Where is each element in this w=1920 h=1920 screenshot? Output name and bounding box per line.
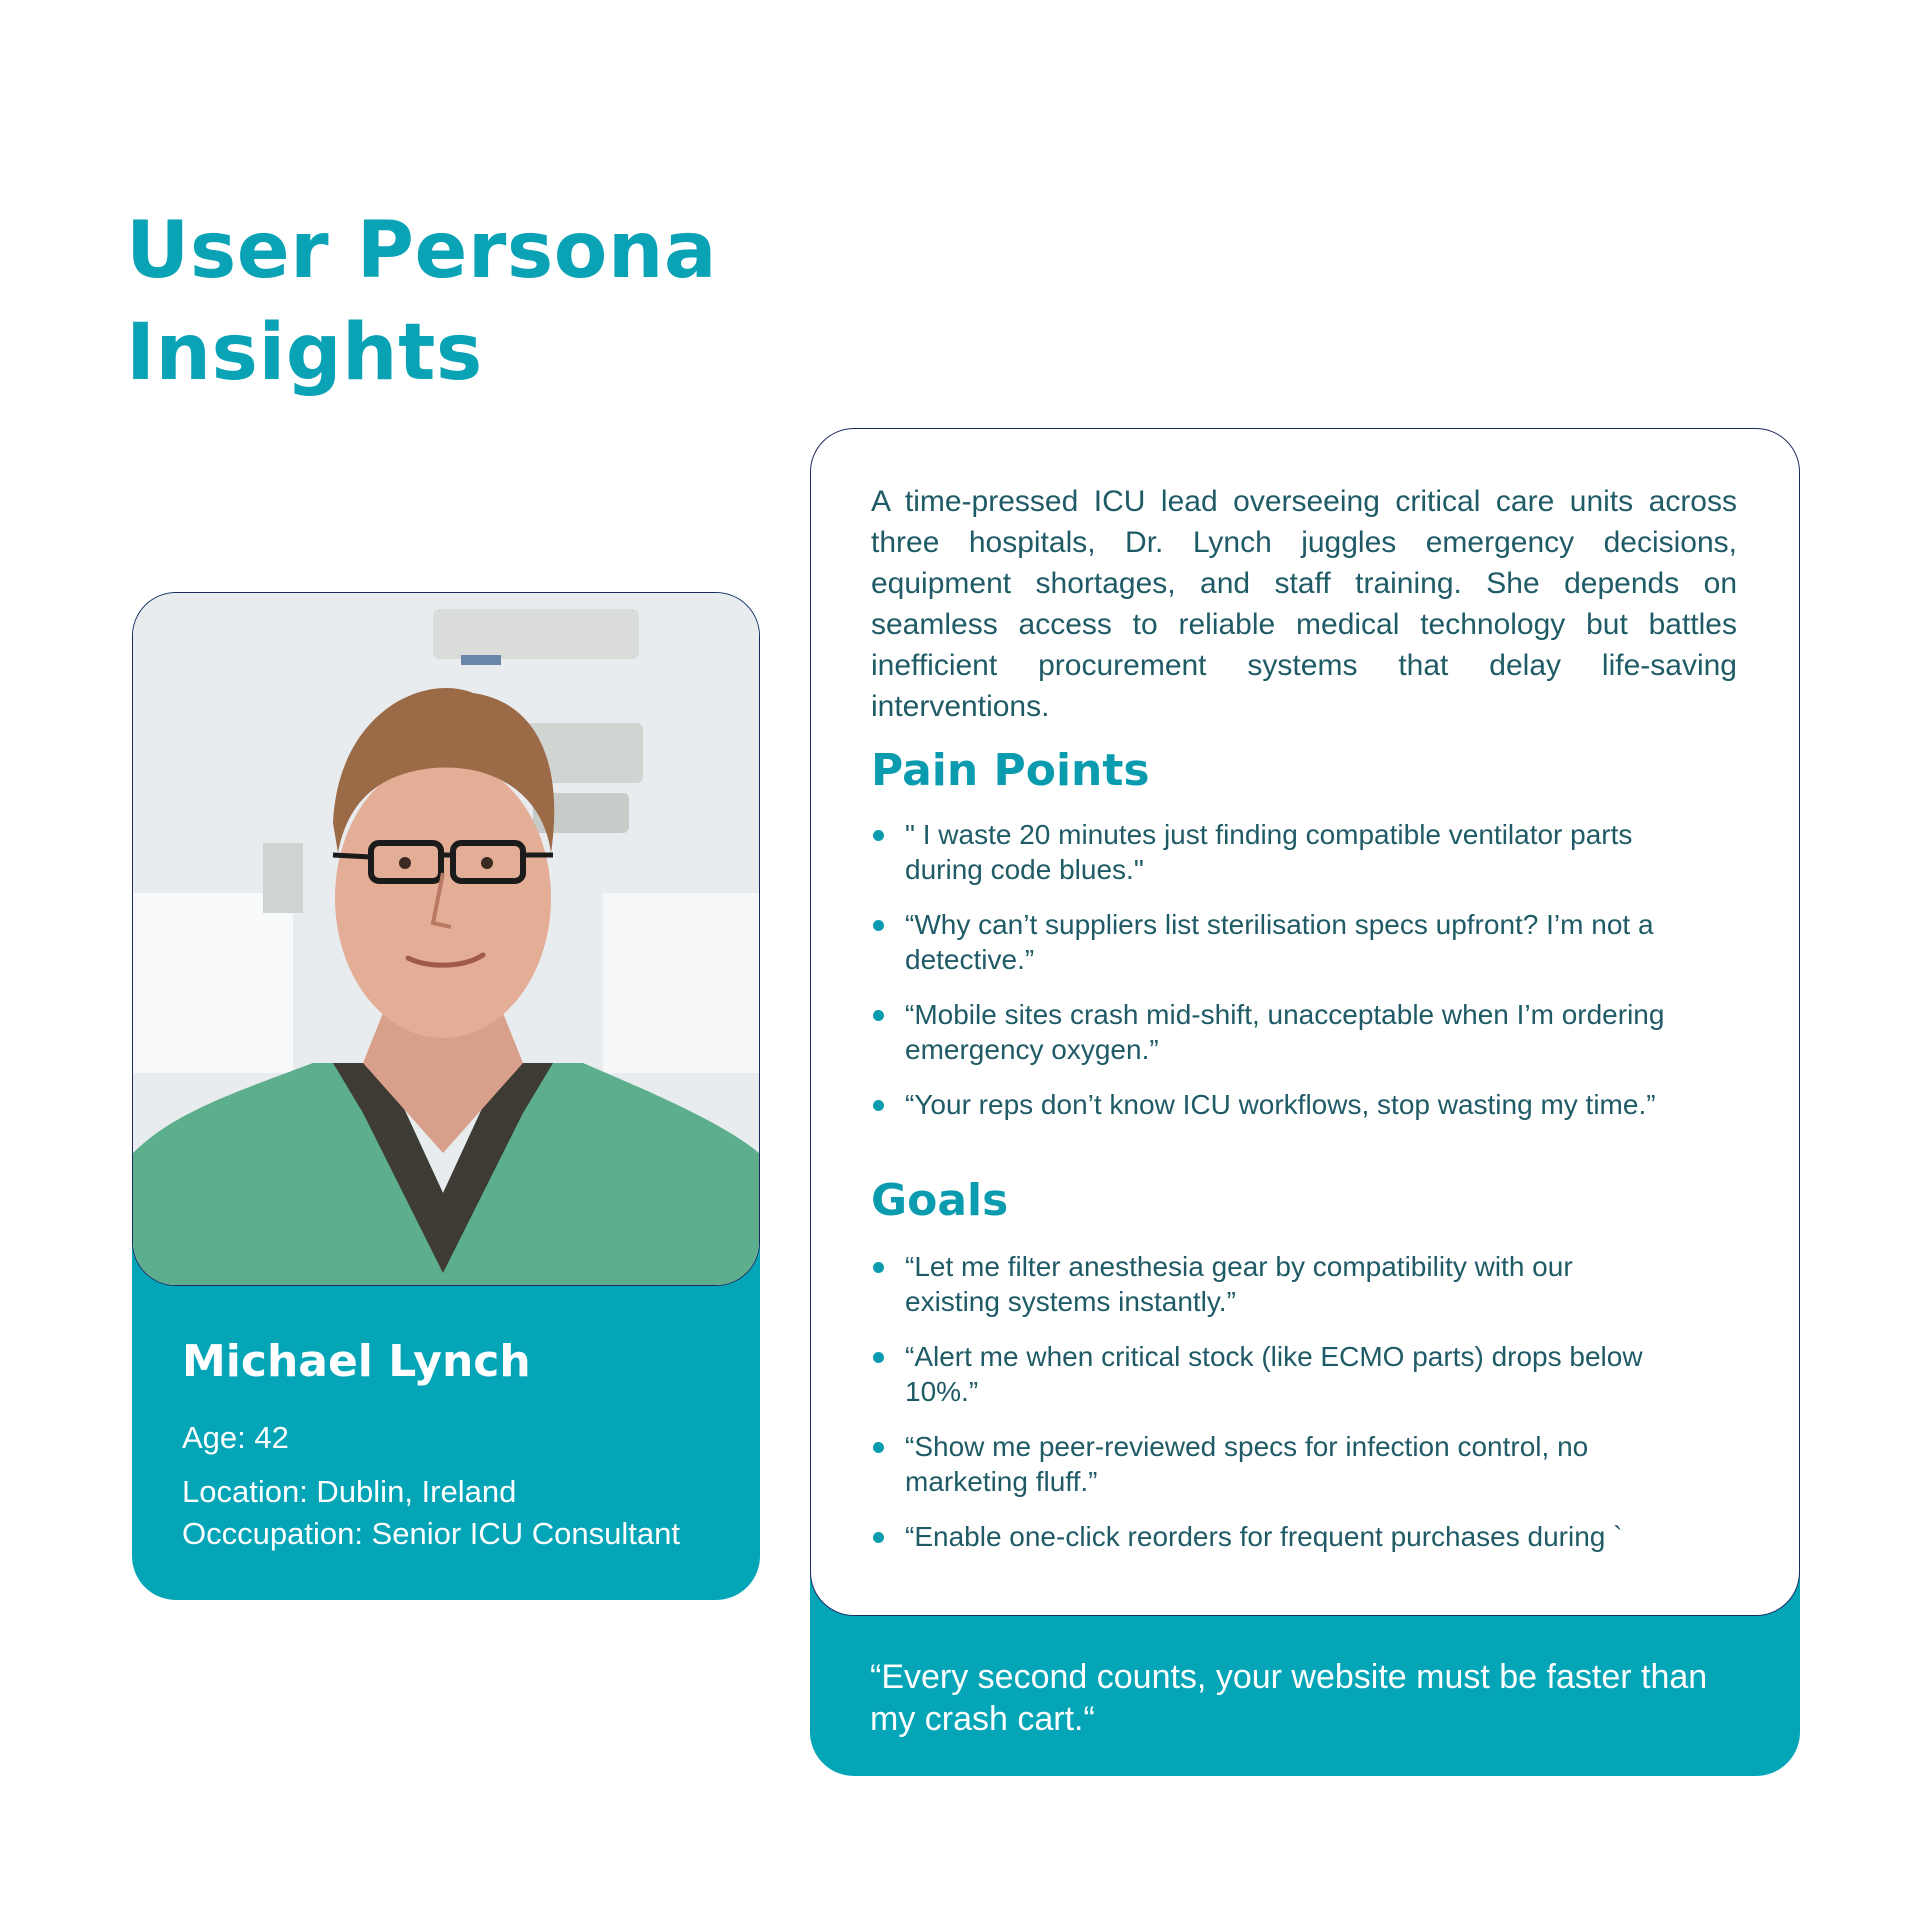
pain-point-text: " I waste 20 minutes just finding compatible ventilator parts during code blues." <box>905 819 1633 885</box>
pain-points-list <box>871 817 1671 1142</box>
persona-details-card <box>810 428 1800 1616</box>
profile-location: Location: Dublin, Ireland <box>182 1474 517 1509</box>
goal-text: “Alert me when critical stock (like ECMO parts) drops below 10%.” <box>905 1341 1643 1407</box>
goal-text: “Enable one-click reorders for frequent purchases during ` <box>905 1521 1623 1552</box>
bullet-icon <box>873 1352 884 1363</box>
bullet-icon <box>873 1100 884 1111</box>
list-item <box>871 1339 1671 1409</box>
bullet-icon <box>873 1262 884 1273</box>
bullet-icon <box>873 920 884 931</box>
list-item <box>871 1249 1671 1319</box>
bullet-icon <box>873 1010 884 1021</box>
persona-quote: “Every second counts, your website must be faster than my crash cart.“ <box>870 1658 1708 1738</box>
page-title-line-1: User Persona <box>126 206 717 296</box>
list-item <box>871 817 1671 887</box>
page-title <box>126 200 717 404</box>
goals-list <box>871 1249 1671 1574</box>
pain-point-text: “Mobile sites crash mid-shift, unacceptable when I’m ordering emergency oxygen.” <box>905 999 1665 1065</box>
profile-occupation: Occcupation: Senior ICU Consultant <box>182 1516 680 1551</box>
bullet-icon <box>873 1442 884 1453</box>
pain-point-text: “Why can’t suppliers list sterilisation specs upfront? I’m not a detective.” <box>905 909 1654 975</box>
bullet-icon <box>873 1532 884 1543</box>
persona-summary: A time-pressed ICU lead overseeing critical care units across three hospitals, Dr. Lynch juggles emergency decisions, equipment shortages, and staff training. She depends on seamless access to reliable medical technology but battles inefficient procurement systems that delay life-saving interventions. <box>871 485 1737 723</box>
list-item <box>871 907 1671 977</box>
profile-name: Michael Lynch <box>182 1336 531 1387</box>
goal-text: “Let me filter anesthesia gear by compatibility with our existing systems instantly.” <box>905 1251 1573 1317</box>
profile-card <box>132 592 760 1600</box>
page-title-line-2: Insights <box>126 308 483 398</box>
goals-heading: Goals <box>871 1175 1009 1226</box>
list-item <box>871 1519 1671 1554</box>
pain-points-heading: Pain Points <box>871 745 1150 796</box>
portrait-photo <box>132 592 760 1286</box>
bullet-icon <box>873 830 884 841</box>
list-item <box>871 1087 1671 1122</box>
list-item <box>871 997 1671 1067</box>
profile-age: Age: 42 <box>182 1420 289 1455</box>
list-item <box>871 1429 1671 1499</box>
pain-point-text: “Your reps don’t know ICU workflows, stop wasting my time.” <box>905 1089 1656 1120</box>
portrait-photo-icon <box>133 593 759 1285</box>
goal-text: “Show me peer-reviewed specs for infection control, no marketing fluff.” <box>905 1431 1589 1497</box>
